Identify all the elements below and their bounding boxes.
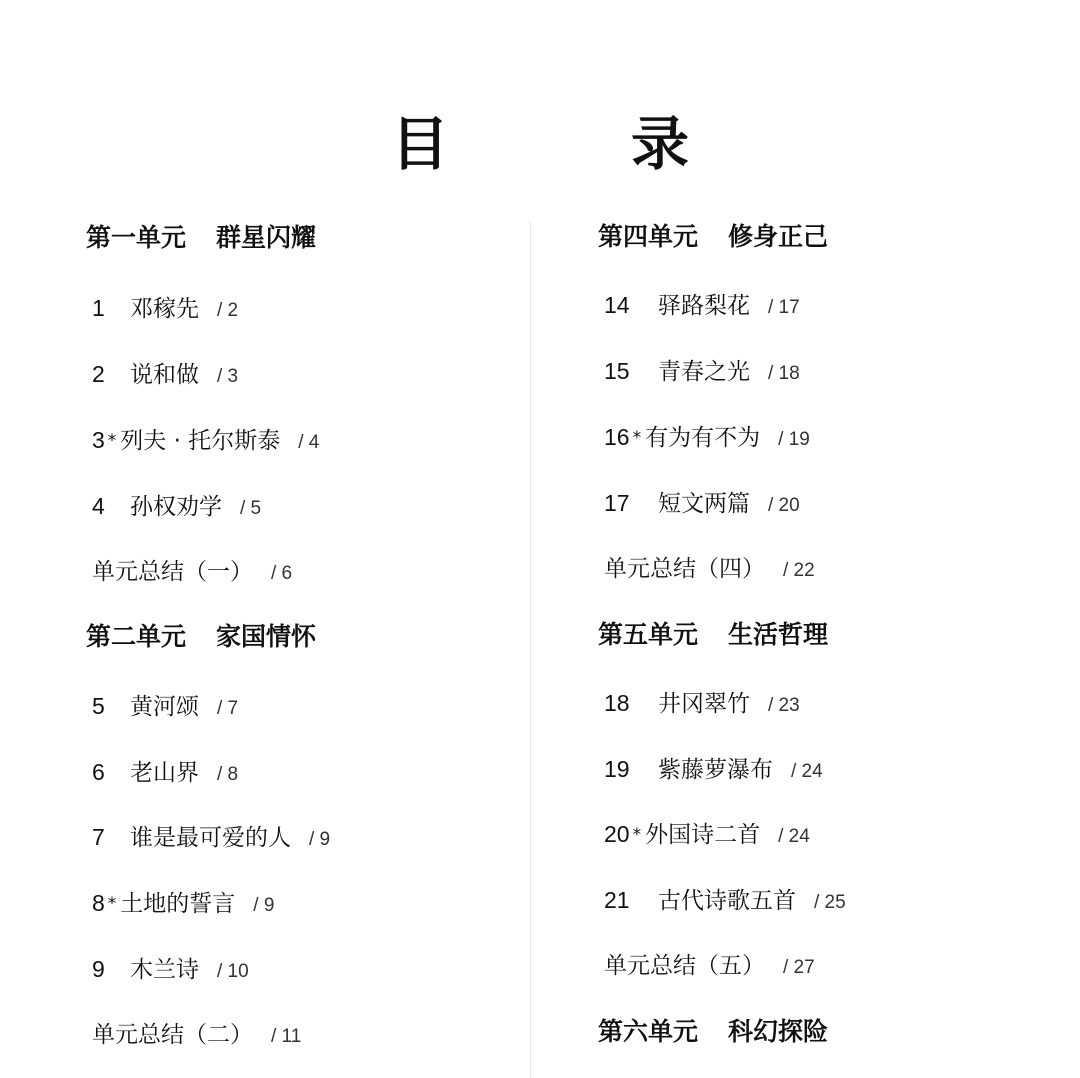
unit-number: 第五单元 (598, 620, 699, 649)
summary-title: 单元总结（五） (604, 953, 765, 979)
column-divider (530, 222, 531, 1078)
page-number: / 24 (778, 826, 810, 847)
unit-theme: 修身正己 (728, 222, 829, 251)
lesson-number: 20 (604, 821, 630, 847)
page-number: / 8 (217, 764, 239, 785)
lesson-number: 4 (92, 493, 105, 519)
lesson-title: 孙权劝学 (130, 494, 222, 520)
lesson-number: 21 (604, 887, 630, 913)
toc-entry[interactable] (604, 753, 823, 785)
toc-entry[interactable] (604, 355, 800, 387)
lesson-title: 古代诗歌五首 (658, 888, 796, 914)
page-number: / 23 (768, 695, 800, 716)
page-title: 目 录 (390, 110, 751, 178)
lesson-number: 16 (604, 424, 630, 450)
lesson-number: 1 (92, 295, 105, 321)
lesson-title: 有为有不为 (645, 425, 761, 451)
page-number: / 18 (768, 363, 800, 384)
lesson-title: 井冈翠竹 (658, 691, 750, 717)
page-number: / 25 (814, 892, 846, 913)
unit-theme: 科幻探险 (728, 1017, 829, 1046)
toc-entry[interactable] (604, 884, 846, 916)
unit-number: 第一单元 (86, 223, 187, 252)
page-number: / 11 (271, 1026, 302, 1047)
toc-summary-entry[interactable] (604, 950, 815, 982)
page-number: / 5 (240, 498, 262, 519)
unit-number: 第二单元 (86, 622, 187, 651)
unit-theme: 生活哲理 (728, 620, 829, 649)
lesson-number: 8 (92, 890, 105, 916)
page-number: / 24 (791, 761, 823, 782)
lesson-title: 短文两篇 (658, 491, 750, 517)
toc-entry[interactable] (604, 487, 800, 519)
lesson-title: 青春之光 (658, 359, 750, 385)
unit-theme: 群星闪耀 (216, 223, 317, 252)
lesson-number: 3 (92, 427, 105, 453)
unit-theme: 家国情怀 (216, 622, 317, 651)
summary-title: 单元总结（四） (604, 556, 765, 582)
lesson-number: 15 (604, 358, 630, 384)
unit-number: 第四单元 (598, 222, 699, 251)
lesson-title: 老山界 (130, 760, 199, 786)
lesson-number: 18 (604, 690, 630, 716)
lesson-title: 紫藤萝瀑布 (658, 757, 773, 783)
page-number: / 10 (217, 961, 249, 982)
page-number: / 17 (768, 297, 800, 318)
lesson-number: 14 (604, 292, 630, 318)
optional-star: * (632, 428, 642, 448)
lesson-title: 土地的誓言 (120, 891, 236, 917)
unit-heading[interactable] (598, 619, 828, 651)
page-number: / 2 (217, 300, 239, 321)
lesson-title: 谁是最可爱的人 (130, 825, 291, 851)
page-number: / 9 (253, 895, 275, 916)
lesson-title: 邓稼先 (130, 296, 199, 322)
summary-title: 单元总结（一） (92, 559, 253, 585)
lesson-number: 5 (92, 693, 105, 719)
lesson-title: 驿路梨花 (658, 293, 750, 319)
toc-entry[interactable] (604, 421, 810, 453)
page-number: / 27 (783, 957, 815, 978)
lesson-number: 7 (92, 824, 105, 850)
page-number: / 22 (783, 560, 815, 581)
page-number: / 6 (271, 563, 293, 584)
lesson-title: 黄河颂 (130, 694, 199, 720)
page-number: / 4 (298, 432, 320, 453)
unit-heading[interactable] (598, 1016, 828, 1048)
page-number: / 19 (778, 429, 810, 450)
page-number: / 9 (309, 829, 331, 850)
toc-entry[interactable] (604, 289, 800, 321)
toc-entry[interactable] (604, 818, 810, 850)
page-number: / 20 (768, 495, 800, 516)
unit-number: 第六单元 (598, 1017, 699, 1046)
page-number: / 7 (217, 698, 239, 719)
lesson-number: 9 (92, 956, 105, 982)
lesson-number: 17 (604, 490, 630, 516)
page-number: / 3 (217, 366, 239, 387)
optional-star: * (107, 894, 117, 914)
summary-title: 单元总结（二） (92, 1022, 253, 1048)
lesson-title: 外国诗二首 (645, 822, 761, 848)
lesson-number: 6 (92, 759, 105, 785)
toc-summary-entry[interactable] (604, 553, 815, 585)
lesson-number: 2 (92, 361, 105, 387)
lesson-title: 列夫 · 托尔斯泰 (120, 428, 281, 454)
lesson-title: 木兰诗 (130, 957, 199, 983)
unit-heading[interactable] (598, 221, 828, 253)
toc-entry[interactable] (604, 687, 800, 719)
optional-star: * (107, 431, 117, 451)
lesson-title: 说和做 (130, 362, 199, 388)
lesson-number: 19 (604, 756, 630, 782)
optional-star: * (632, 825, 642, 845)
